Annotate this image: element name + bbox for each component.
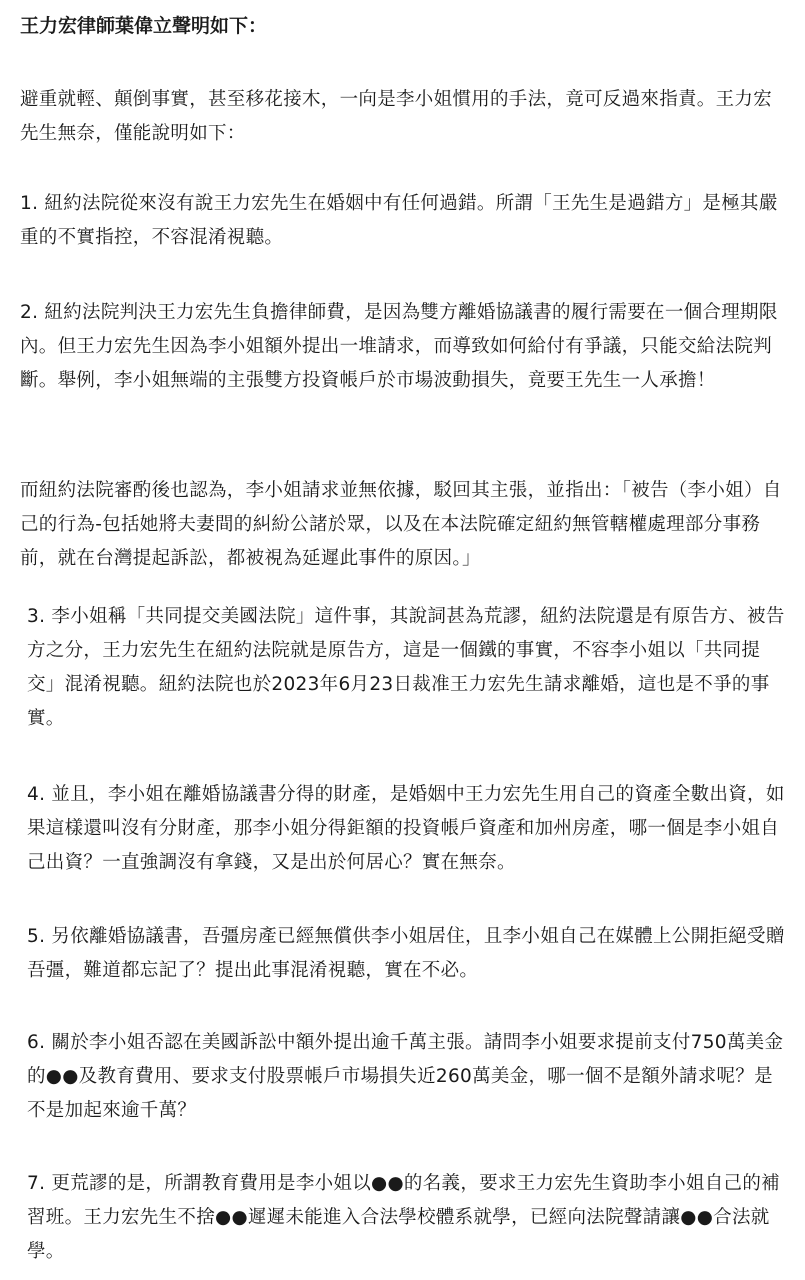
point-7-paragraph: 7. 更荒謬的是，所謂教育費用是李小姐以●●的名義，要求王力宏先生資助李小姐自己的補習班。王力宏先生不捨●●遲遲未能進入合法學校體系就學，已經向法院聲請讓●●合法就學。 bbox=[27, 1173, 780, 1262]
point-5-paragraph: 5. 另依離婚協議書，吾彊房產已經無償供李小姐居住，且李小姐自己在媒體上公開拒絕受贈吾彊，難道都忘記了？提出此事混淆視聽，實在不必。 bbox=[27, 926, 785, 981]
point-6-paragraph: 6. 關於李小姐否認在美國訴訟中額外提出逾千萬主張。請問李小姐要求提前支付750萬美金的●●及教育費用、要求支付股票帳戶市場損失近260萬美金，哪一個不是額外請求呢？是不是加起來逾千萬？ bbox=[27, 1032, 784, 1121]
point-4-paragraph: 4. 並且，李小姐在離婚協議書分得的財產，是婚姻中王力宏先生用自己的資產全數出資，如果這樣還叫沒有分財產，那李小姐分得鉅額的投資帳戶資產和加州房產，哪一個是李小姐自己出資？一直強調沒有拿錢，又是出於何居心？實在無奈。 bbox=[27, 784, 785, 873]
statement-title: 王力宏律師葉偉立聲明如下： bbox=[20, 15, 268, 37]
point-2-paragraph: 2. 紐約法院判決王力宏先生負擔律師費，是因為雙方離婚協議書的履行需要在一個合理期限內。但王力宏先生因為李小姐額外提出一堆請求，而導致如何給付有爭議，只能交給法院判斷。舉例，李小姐無端的主張雙方投資帳戶於市場波動損失，竟要王先生一人承擔！ bbox=[20, 302, 778, 391]
intro-paragraph: 避重就輕、顛倒事實，甚至移花接木，一向是李小姐慣用的手法，竟可反過來指責。王力宏先生無奈，僅能說明如下： bbox=[20, 89, 773, 144]
point-1-paragraph: 1. 紐約法院從來沒有說王力宏先生在婚姻中有任何過錯。所謂「王先生是過錯方」是極其嚴重的不實指控，不容混淆視聽。 bbox=[20, 193, 778, 248]
court-finding-paragraph: 而紐約法院審酌後也認為，李小姐請求並無依據，駁回其主張，並指出：「被告（李小姐）自己的行為-包括她將夫妻間的糾紛公諸於眾，以及在本法院確定紐約無管轄權處理部分事務前，就在台灣提起訴訟，都被視為延遲此事件的原因。」 bbox=[20, 480, 782, 569]
point-3-paragraph: 3. 李小姐稱「共同提交美國法院」這件事，其說詞甚為荒謬，紐約法院還是有原告方、被告方之分，王力宏先生在紐約法院就是原告方，這是一個鐵的事實，不容李小姐以「共同提交」混淆視聽。紐約法院也於2023年6月23日裁准王力宏先生請求離婚，這也是不爭的事實。 bbox=[27, 606, 785, 729]
